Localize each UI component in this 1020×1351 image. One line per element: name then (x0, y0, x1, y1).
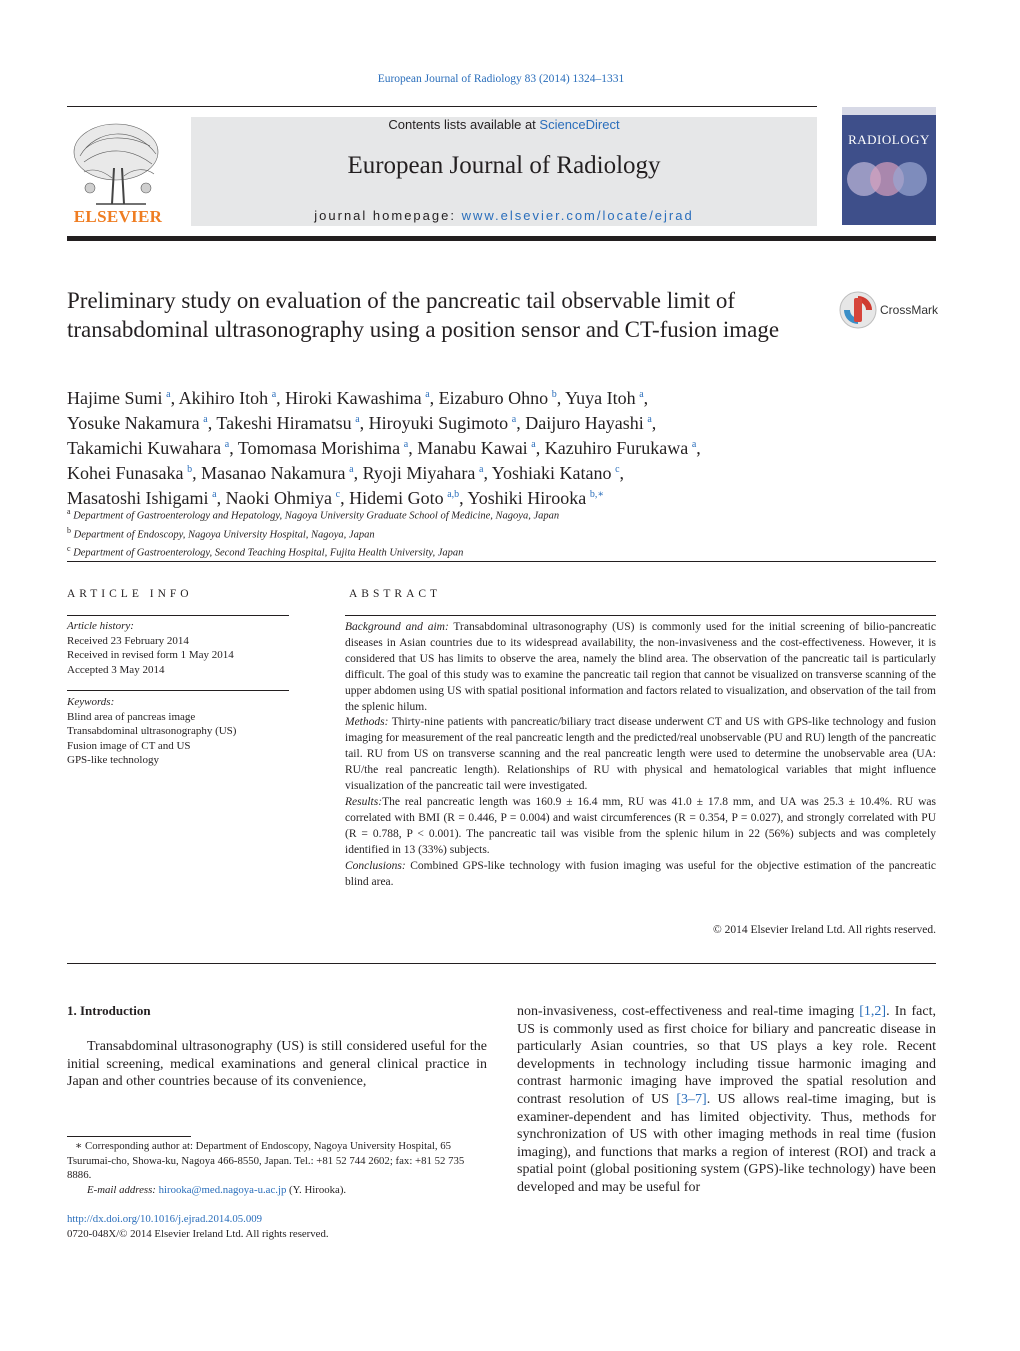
author-affiliation-mark[interactable]: a (647, 414, 652, 425)
author-name (67, 463, 192, 483)
author-name-text: Tomomasa Morishima (237, 438, 401, 458)
author-affiliation-mark[interactable]: b (551, 389, 557, 400)
article-history (67, 619, 289, 677)
methods-text: Thirty-nine patients with pancreatic/biliary tract disease underwent CT and US with GPS-like technology and fusion imaging for measurement of the real pancreatic length and the predicted/real unobservable (PU and RU) length of the pancreatic tail. RU from US on transverse scanning and the real pancreatic length were used to determine the unobservable area (UA: RU/the real pancreatic length). Relationships of RU with physical and hematological variables that might influence visualization of the pancreatic tail were investigated. (345, 716, 937, 793)
author-name-text: Hiroki Kawashima (285, 388, 422, 408)
email-suffix: (Y. Hirooka). (286, 1183, 347, 1196)
author-name (363, 463, 484, 483)
intro-text-1: non-invasiveness, cost-effectiveness and real-time imaging (517, 1004, 860, 1019)
keyword-item: GPS-like technology (67, 754, 159, 766)
author-name-text: Masatoshi Ishigami (67, 488, 209, 508)
reference-link[interactable]: [3–7] (676, 1091, 707, 1107)
author-name-text: Kohei Funasaka (67, 463, 184, 483)
results-label: Results: (345, 795, 383, 808)
contents-prefix: Contents lists available at (388, 117, 540, 132)
abstract-rule (345, 615, 936, 616)
author-name-text: Kazuhiro Furukawa (544, 438, 689, 458)
abstract-conclusions (345, 859, 936, 891)
author-name-text: Yoshiaki Katano (491, 463, 612, 483)
intro-text-2: . In fact, US is commonly used as first choice for biliary and pancreatic disease in particularly Asian countries, so that US plays a key role. Recent developments in technology including tissue harmonic imaging and contrast harmonic imaging have improved the spatial resolution and contrast resolution of US (517, 1004, 936, 1107)
affiliation-item (67, 524, 767, 543)
email-link[interactable]: hirooka@med.nagoya-u.ac.jp (158, 1183, 287, 1196)
affiliation-text: Department of Gastroenterology and Hepatology, Nagoya University Graduate School of Medicine, Nagoya, Japan (73, 510, 560, 522)
affiliation-item (67, 505, 767, 524)
abstract-end-rule (67, 963, 936, 964)
doi-link[interactable]: http://dx.doi.org/10.1016/j.ejrad.2014.05.009 (67, 1213, 263, 1225)
homepage-prefix: journal homepage: (314, 208, 462, 223)
abstract-copyright: © 2014 Elsevier Ireland Ltd. All rights reserved. (712, 924, 936, 936)
affiliation-item (67, 542, 767, 561)
article-info-rule (67, 615, 289, 616)
author-affiliation-mark[interactable]: a (271, 389, 277, 400)
author-affiliation-mark[interactable]: b,∗ (589, 489, 605, 500)
author-name-text: Akihiro Itoh (178, 388, 269, 408)
keyword-item: Fusion image of CT and US (67, 739, 191, 752)
keywords-rule (67, 690, 289, 691)
conclusions-text: Combined GPS-like technology with fusion imaging was useful for the objective estimation of the pancreatic blind area. (345, 859, 936, 888)
doi-block (67, 1212, 487, 1242)
affiliation-text: Department of Gastroenterology, Second Teaching Hospital, Fujita Health University, Japan (73, 547, 464, 559)
journal-citation[interactable]: European Journal of Radiology 83 (2014) 1324–1331 (377, 73, 625, 85)
author-name (216, 413, 359, 433)
author-name (67, 413, 208, 433)
author-name-text: Masanao Nakamura (201, 463, 346, 483)
introduction-heading: 1. Introduction (67, 1003, 151, 1018)
abstract-heading: ABSTRACT (349, 588, 442, 600)
crossmark-label: CrossMark (880, 303, 939, 317)
author-name-text: Yoshiki Hirooka (467, 488, 587, 508)
cover-title: RADIOLOGY (848, 132, 930, 147)
affiliation-text: Department of Endoscopy, Nagoya University Hospital, Nagoya, Japan (73, 529, 375, 540)
homepage-line (191, 208, 817, 223)
reference-link[interactable]: [1,2] (859, 1004, 887, 1019)
affiliation-key: a (67, 507, 71, 516)
corresponding-author-text: ∗ Corresponding author at: Department of Endoscopy, Nagoya University Hospital, 65 Tsurumai-cho, Showa-ku, Nagoya 466-8550, Japan. Tel.: +81 52 744 2602; fax: +81 52 735 8886. (67, 1140, 465, 1181)
affiliation-key: c (67, 544, 71, 553)
conclusions-label: Conclusions: (345, 859, 406, 872)
author-affiliation-mark[interactable]: a (203, 414, 208, 425)
revised-date: Received in revised form 1 May 2014 (67, 649, 234, 661)
author-affiliation-mark[interactable]: c (615, 464, 620, 475)
author-name-text: Yosuke Nakamura (67, 413, 200, 433)
journal-cover-thumbnail[interactable] (842, 107, 936, 225)
cover-circles-graphic (842, 107, 936, 225)
keywords-label: Keywords: (67, 696, 115, 708)
author-name (67, 438, 229, 458)
accepted-date: Accepted 3 May 2014 (67, 663, 165, 676)
author-name (492, 463, 620, 483)
author-name-text: Daijuro Hayashi (525, 413, 644, 433)
keyword-item: Transabdominal ultrasonography (US) (67, 725, 237, 737)
keywords-block (67, 695, 289, 768)
author-name-text: Manabu Kawai (417, 438, 528, 458)
abstract-results (345, 795, 936, 859)
author-affiliation-mark[interactable]: a (212, 489, 217, 500)
author-name-text: Takeshi Hiramatsu (216, 413, 352, 433)
author-name-text: Ryoji Miyahara (362, 463, 476, 483)
author-affiliation-mark[interactable]: a (531, 439, 536, 450)
author-name-text: Takamichi Kuwahara (67, 438, 222, 458)
header-rule (67, 106, 817, 107)
section-rule (67, 561, 936, 562)
author-name-text: Yuya Itoh (565, 388, 636, 408)
author-affiliation-mark[interactable]: c (335, 489, 341, 500)
author-name-text: Hiroyuki Sugimoto (368, 413, 509, 433)
introduction-col1: Transabdominal ultrasonography (US) is still considered useful for the initial screening, medical examinations and general clinical practice in Japan and other countries because of its convenience, (67, 1039, 487, 1090)
author-affiliation-mark[interactable]: a (166, 389, 171, 400)
author-name (238, 438, 408, 458)
author-name (545, 438, 697, 458)
author-affiliation-mark[interactable]: a (511, 414, 517, 425)
issn-copyright: 0720-048X/© 2014 Elsevier Ireland Ltd. All rights reserved. (67, 1228, 329, 1240)
author-list: Hajime Sumi $^a$, Akihiro Itoh $^a$, Hiroki Kawashima $^a$, Eizaburo Ohno $^b$, Yuya Itoh $^a$, Yosuke Nakamura $^a$, Takeshi Hiramatsu $^a$, Hiroyuki Sugimoto $^a$, Daijuro Hayashi $^a$, Takamichi Kuwahara $^a$, Tomomasa Morishima $^a$, Manabu Kawai $^a$, Kazuhiro Furukawa $^a$, Kohei Funasaka $^b$, Masanao Nakamura $^a$, Ryoji Miyahara $^a$, Yoshiaki Katano $^c$, Masatoshi Ishigami $^a$, Naoki Ohmiya $^c$, Hidemi Goto $^{a,b}$, Yoshiki Hirooka $^{b,∗}$ (67, 388, 701, 508)
author-affiliation-mark[interactable]: a (639, 389, 644, 400)
author-affiliation-mark[interactable]: a (425, 389, 430, 400)
header-thick-rule (67, 236, 936, 241)
crossmark-icon (838, 290, 878, 330)
received-date: Received 23 February 2014 (67, 634, 189, 647)
article-title: Preliminary study on evaluation of the pancreatic tail observable limit of transabdominal ultrasonography using a position sensor and CT-fusion image (67, 288, 780, 342)
author-affiliation-mark[interactable]: a (224, 439, 230, 450)
author-name (285, 388, 430, 408)
abstract-background (345, 620, 936, 715)
author-name (439, 388, 557, 408)
elsevier-wordmark: ELSEVIER (73, 207, 163, 226)
abstract-methods (345, 715, 936, 795)
article-info-heading: ARTICLE INFO (67, 588, 193, 600)
author-name-text: Hidemi Goto (349, 488, 444, 508)
crossmark-badge[interactable] (838, 290, 938, 330)
email-line (67, 1183, 487, 1198)
affiliations (67, 505, 767, 561)
affiliation-key: b (67, 525, 71, 535)
background-label: Background and aim: (345, 621, 449, 633)
results-text: The real pancreatic length was 160.9 ± 16.4 mm, RU was 41.0 ± 17.8 mm, and UA was 25.3 ± 10.4%. RU was correlated with BMI (R = 0.446, P = 0.004) and waist circumferences (R = 0.354, P = 0.027), and strongly correlated with PU (R = 0.788, P < 0.001). The pancreatic tail was visible from the splenic hilum in 22 (56%) subjects and was completely identified in 13 (33%) subjects. (345, 795, 936, 856)
author-name (565, 388, 644, 408)
author-name-text: Naoki Ohmiya (225, 488, 333, 508)
email-label: E-mail address: (87, 1183, 156, 1196)
keyword-item: Blind area of pancreas image (67, 710, 196, 723)
homepage-link[interactable]: www.elsevier.com/locate/ejrad (461, 208, 694, 223)
author-affiliation-mark[interactable]: a (691, 439, 697, 450)
author-name (67, 388, 171, 408)
introduction-col2 (517, 1003, 936, 1197)
journal-name: European Journal of Radiology (347, 152, 661, 179)
intro-text-3: . US allows real-time imaging, but is examiner-dependent and has limited objectivity. Thus, methods for synchronization of US with other imaging methods in real time (fusion imaging), and functions that marks a region of interest (ROI) and track a spatial point (global positioning system (GPS)-like technology) have been developed and may be useful for (517, 1091, 936, 1195)
background-text: Transabdominal ultrasonography (US) is commonly used for the initial screening of bilio-pancreatic diseases in Asian countries due to its widespread availability, the non-invasiveness and the cost-effectiveness. However, it is considered that US has limits to observe the area, namely the blind area. The observation of the pancreatic tail is particularly difficult. The goal of this study was to examine the pancreatic tail region that cannot be visualized on transverse scanning of the upper abdomen using US with spatial positional information and factors related to visualization, and observation of the tail from the splenic hilum. (345, 621, 936, 713)
author-name (525, 413, 652, 433)
author-name-text: Hajime Sumi (67, 388, 163, 408)
author-affiliation-mark[interactable]: a,b (447, 489, 460, 500)
author-affiliation-mark[interactable]: a (403, 439, 409, 450)
sciencedirect-link[interactable]: ScienceDirect (539, 117, 620, 132)
author-name (417, 438, 536, 458)
author-affiliation-mark[interactable]: a (478, 464, 484, 475)
author-affiliation-mark[interactable]: a (355, 414, 360, 425)
author-name (179, 388, 277, 408)
author-name (201, 463, 354, 483)
history-label: Article history: (67, 620, 134, 632)
abstract-body (345, 620, 936, 890)
author-name (369, 413, 517, 433)
contents-line (191, 117, 817, 132)
footnote-rule (67, 1136, 191, 1137)
author-name-text: Eizaburo Ohno (438, 388, 549, 408)
author-affiliation-mark[interactable]: a (349, 464, 354, 475)
methods-label: Methods: (345, 716, 389, 729)
corresponding-footnote (67, 1139, 487, 1197)
author-affiliation-mark[interactable]: b (187, 464, 193, 475)
